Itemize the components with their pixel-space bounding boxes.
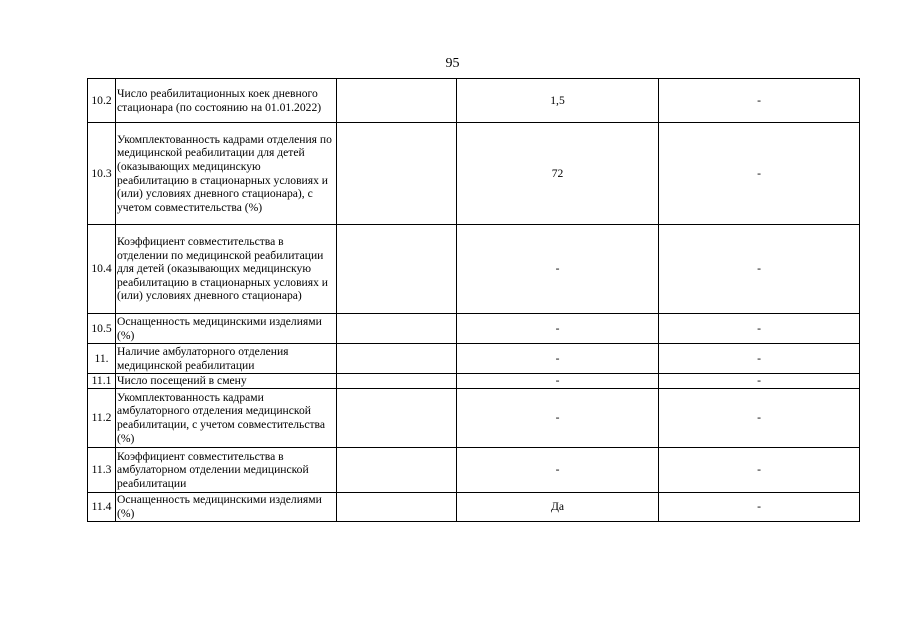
- value-cell: [337, 225, 457, 314]
- table-row: [88, 493, 860, 522]
- value-cell: [337, 314, 457, 344]
- indicator-name: Коэффициент совместительства в отделении по медицинской реабилитации для детей (оказывающих медицинскую реабилитацию в стационарных условиях и (или) условиях дневного стационара): [116, 225, 337, 314]
- row-number: 10.4: [88, 225, 116, 314]
- value-cell: -: [659, 448, 860, 493]
- row-number: 10.3: [88, 123, 116, 225]
- value-cell: -: [457, 448, 659, 493]
- value-cell: -: [457, 344, 659, 374]
- value-cell: -: [457, 314, 659, 344]
- value-cell: [337, 493, 457, 522]
- indicator-name: Число реабилитационных коек дневного стационара (по состоянию на 01.01.2022): [116, 79, 337, 123]
- row-number: 11.2: [88, 389, 116, 448]
- table-row: [88, 225, 860, 314]
- table-row: [88, 314, 860, 344]
- value-cell: -: [659, 79, 860, 123]
- value-cell: [337, 344, 457, 374]
- row-number: 11.3: [88, 448, 116, 493]
- indicator-name: Оснащенность медицинскими изделиями (%): [116, 493, 337, 522]
- row-number: 10.5: [88, 314, 116, 344]
- value-cell: -: [457, 374, 659, 389]
- page-number: 95: [445, 56, 460, 71]
- value-cell: Да: [457, 493, 659, 522]
- indicator-name: Укомплектованность кадрами амбулаторного отделения медицинской реабилитации, с учетом совместительства (%): [116, 389, 337, 448]
- value-cell: -: [659, 314, 860, 344]
- table-row: [88, 374, 860, 389]
- value-cell: -: [659, 389, 860, 448]
- row-number: 10.2: [88, 79, 116, 123]
- value-cell: -: [659, 123, 860, 225]
- indicator-name: Число посещений в смену: [116, 374, 337, 389]
- row-number: 11.1: [88, 374, 116, 389]
- value-cell: 72: [457, 123, 659, 225]
- value-cell: 1,5: [457, 79, 659, 123]
- value-cell: [337, 374, 457, 389]
- table-row: [88, 123, 860, 225]
- indicator-name: Укомплектованность кадрами отделения по медицинской реабилитации для детей (оказывающих медицинскую реабилитацию в стационарных условиях и (или) условиях дневного стационара), с учетом совместительства (%): [116, 123, 337, 225]
- indicator-name: Оснащенность медицинскими изделиями (%): [116, 314, 337, 344]
- value-cell: -: [457, 225, 659, 314]
- value-cell: -: [659, 344, 860, 374]
- value-cell: -: [659, 374, 860, 389]
- indicator-name: Наличие амбулаторного отделения медицинской реабилитации: [116, 344, 337, 374]
- value-cell: [337, 389, 457, 448]
- table-row: [88, 79, 860, 123]
- value-cell: -: [659, 493, 860, 522]
- row-number: 11.: [88, 344, 116, 374]
- value-cell: [337, 79, 457, 123]
- value-cell: -: [457, 389, 659, 448]
- table-row: [88, 389, 860, 448]
- value-cell: -: [659, 225, 860, 314]
- table-row: [88, 448, 860, 493]
- indicator-name: Коэффициент совместительства в амбулаторном отделении медицинской реабилитации: [116, 448, 337, 493]
- table-row: [88, 344, 860, 374]
- value-cell: [337, 123, 457, 225]
- row-number: 11.4: [88, 493, 116, 522]
- value-cell: [337, 448, 457, 493]
- indicators-table: [87, 78, 860, 522]
